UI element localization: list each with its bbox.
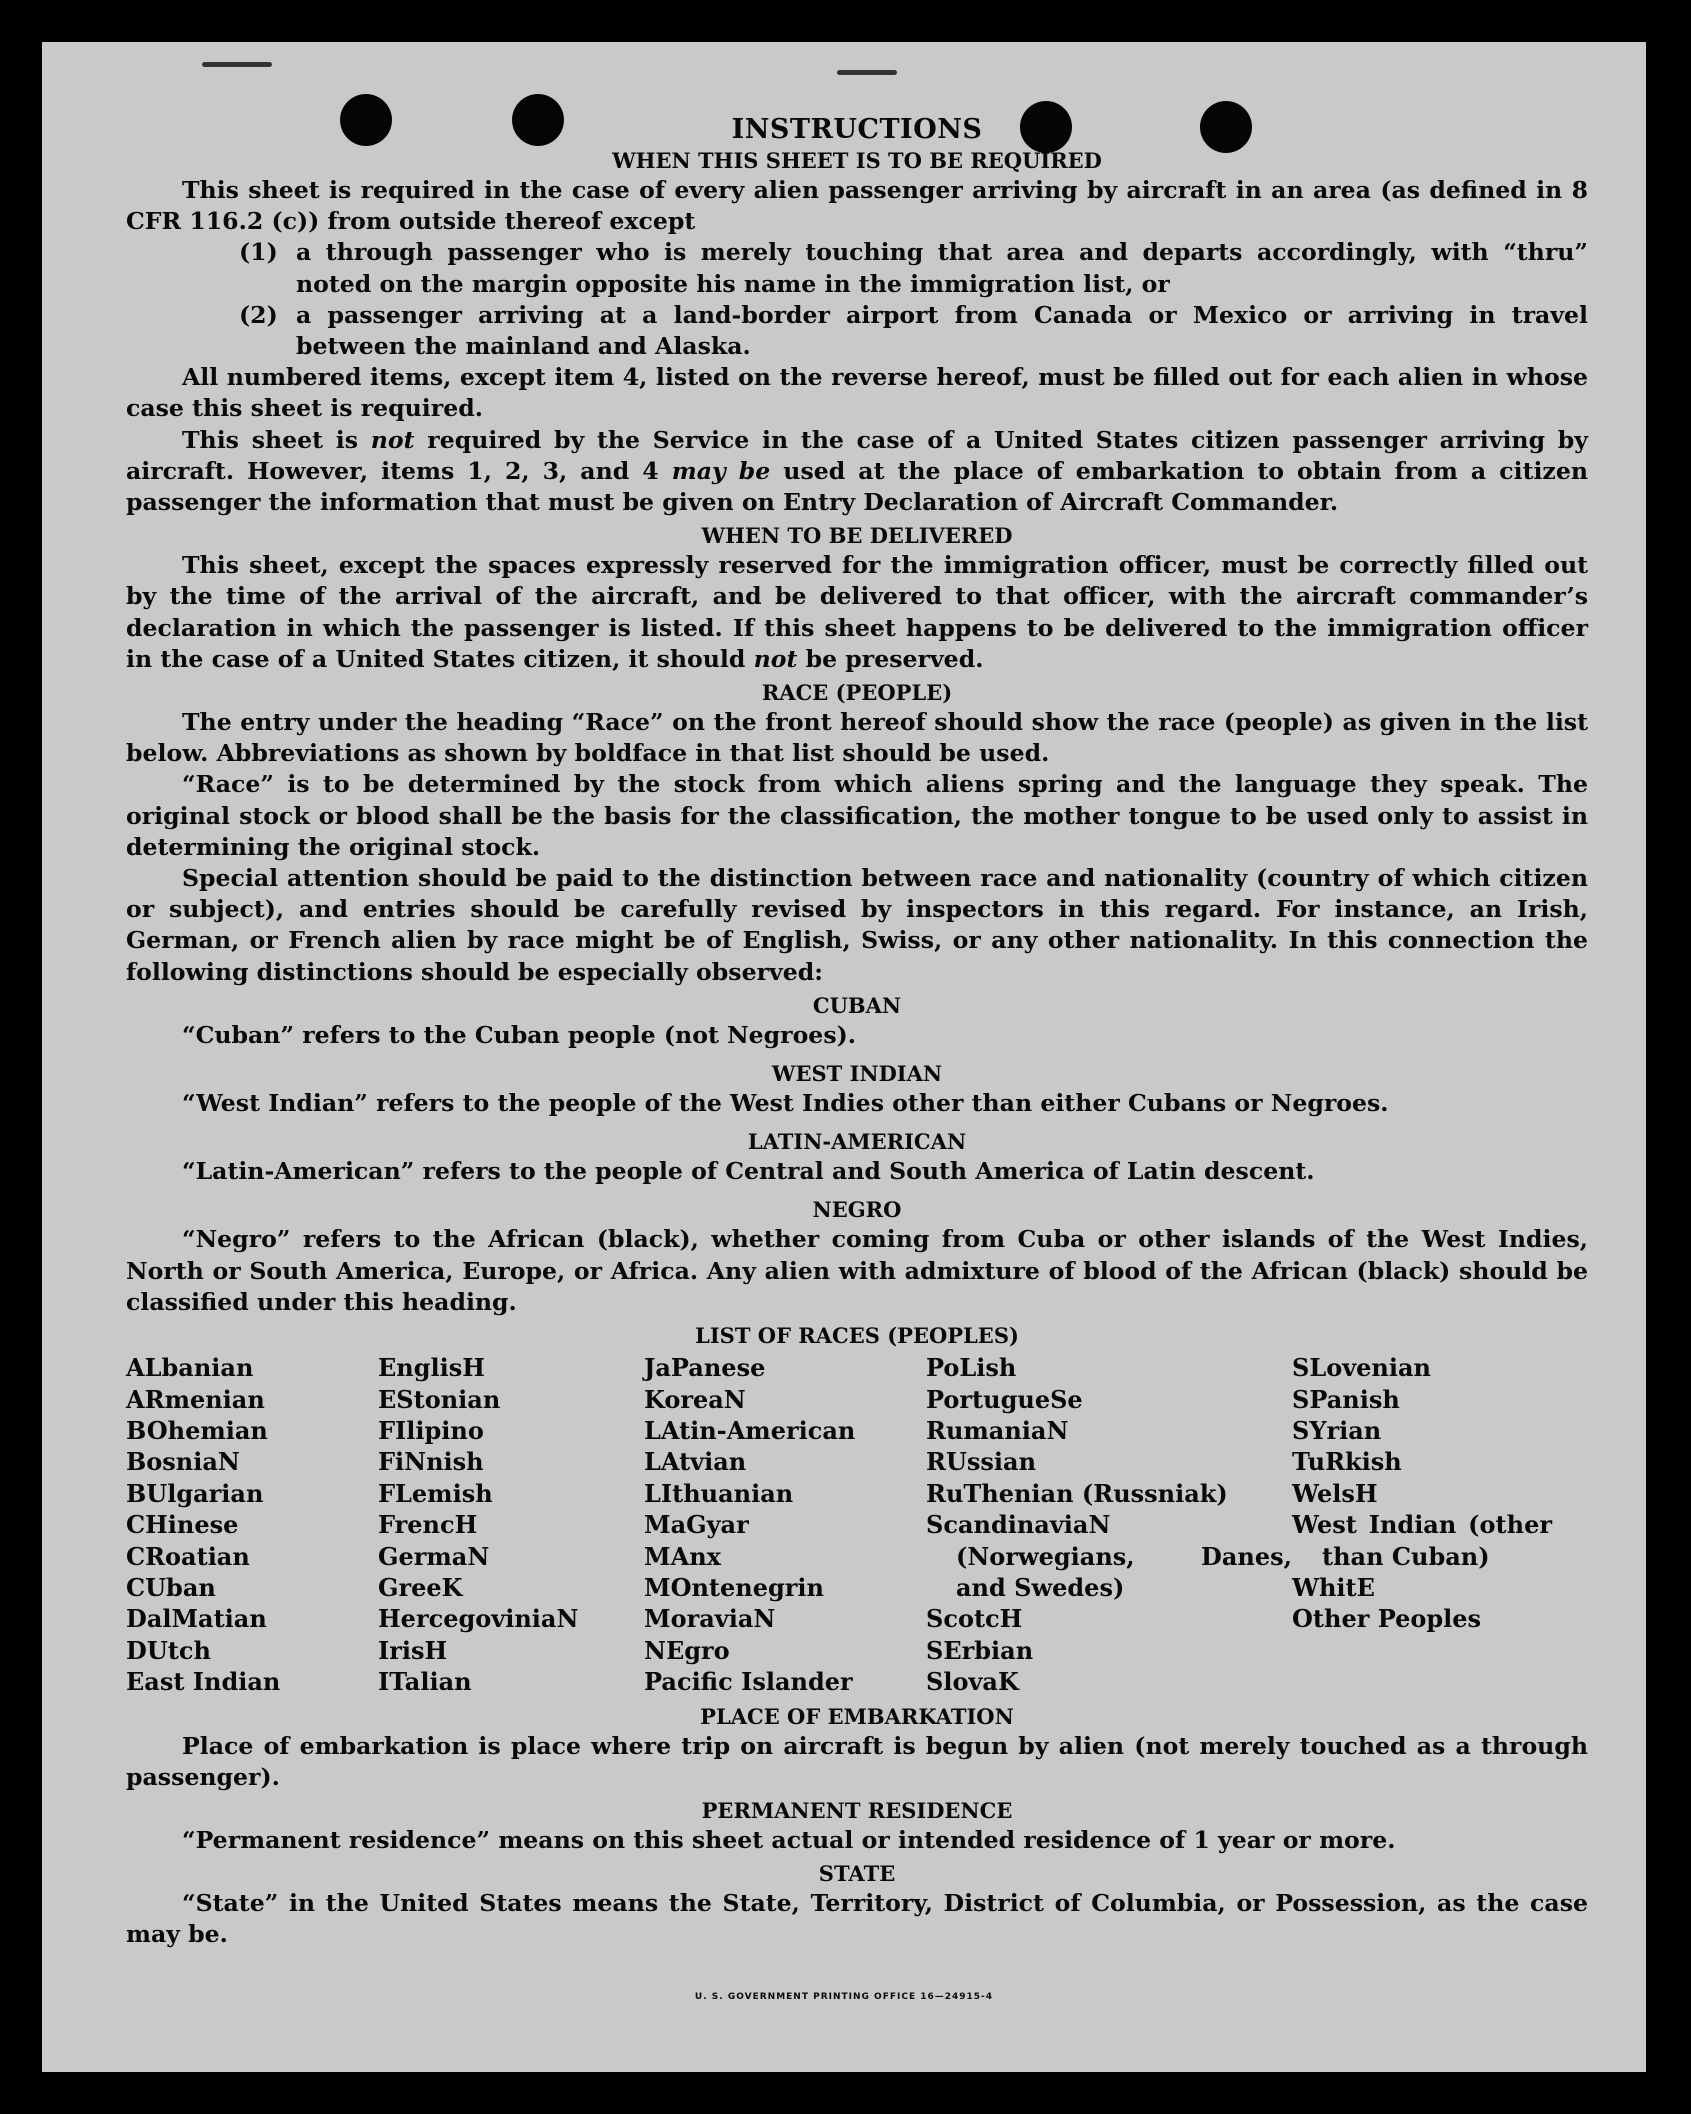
section-heading: RACE (PEOPLE) bbox=[761, 680, 953, 706]
race-entry: ARmenian bbox=[126, 1384, 265, 1414]
race-entry: GermaN bbox=[378, 1541, 490, 1571]
race-entry: EStonian bbox=[378, 1384, 501, 1414]
item-text: a through passenger who is merely touching that area and departs accordingly, with “thru” noted on the margin opposite his name in the immigration list, or bbox=[296, 238, 1588, 298]
paragraph: “West Indian” refers to the people of the West Indies other than either Cubans or Negroes. bbox=[182, 1089, 1389, 1118]
race-entry: SPanish bbox=[1292, 1384, 1400, 1414]
instructions-page bbox=[126, 112, 1588, 1951]
race-entry: SlovaK bbox=[926, 1667, 1019, 1697]
race-entry: DUtch bbox=[126, 1635, 211, 1665]
race-entry: EnglisH bbox=[378, 1353, 485, 1383]
exception-item bbox=[126, 237, 1588, 299]
race-entry: CRoatian bbox=[126, 1541, 250, 1571]
race-entry: FrencH bbox=[378, 1510, 478, 1540]
item-number: (2) bbox=[239, 300, 278, 329]
paragraph: “State” in the United States means the State, Territory, District of Columbia, or Possession, as the case may be. bbox=[126, 1889, 1588, 1949]
race-entry: ScandinaviaN (Norwegians, Danes, and Swedes) bbox=[926, 1510, 1292, 1602]
race-entry: RuThenian (Russniak) bbox=[926, 1478, 1228, 1508]
race-entry: ITalian bbox=[378, 1667, 472, 1697]
race-entry: RUssian bbox=[926, 1447, 1037, 1477]
race-entry: West Indian (other than Cuban) bbox=[1292, 1510, 1552, 1571]
document-sheet bbox=[42, 42, 1646, 2072]
page-title: INSTRUCTIONS bbox=[731, 114, 983, 145]
section-heading: LIST OF RACES (PEOPLES) bbox=[695, 1323, 1019, 1349]
paragraph: This sheet is required in the case of every alien passenger arriving by aircraft in an area (as defined in 8 CFR 116.2 (c)) from outside thereof except bbox=[126, 176, 1588, 236]
race-entry: IrisH bbox=[378, 1635, 448, 1665]
section-heading: WEST INDIAN bbox=[771, 1061, 943, 1087]
section-heading: NEGRO bbox=[812, 1197, 902, 1223]
race-entry: LIthuanian bbox=[644, 1478, 794, 1508]
exception-item bbox=[126, 300, 1588, 362]
race-entry: ALbanian bbox=[126, 1353, 254, 1383]
race-entry: DalMatian bbox=[126, 1604, 267, 1634]
paragraph: “Negro” refers to the African (black), whether coming from Cuba or other islands of the West Indies, North or South America, Europe, or Africa. Any alien with admixture of blood of the African (black) should be classified under this heading. bbox=[126, 1225, 1588, 1316]
race-entry: PoLish bbox=[926, 1353, 1017, 1383]
race-column bbox=[644, 1352, 926, 1697]
race-entry: SLovenian bbox=[1292, 1353, 1431, 1383]
paragraph: “Permanent residence” means on this sheet actual or intended residence of 1 year or more. bbox=[182, 1825, 1396, 1854]
ink-smudge bbox=[837, 70, 897, 75]
paragraph: Place of embarkation is place where trip on aircraft is begun by alien (not merely touched as a through passenger). bbox=[126, 1731, 1588, 1791]
paragraph: Special attention should be paid to the distinction between race and nationality (country of which citizen or subject), and entries should be carefully revised by inspectors in this regard. For instance, an Irish, German, or French alien by race might be of English, Swiss, or any other nationality. In this connection the following distinctions should be especially observed: bbox=[126, 864, 1588, 986]
race-entry: JaPanese bbox=[644, 1353, 766, 1383]
printer-imprint: U. S. GOVERNMENT PRINTING OFFICE 16—24915-4 bbox=[694, 1992, 994, 2002]
section-heading: PLACE OF EMBARKATION bbox=[700, 1703, 1014, 1729]
paragraph: All numbered items, except item 4, listed on the reverse hereof, must be filled out for each alien in whose case this sheet is required. bbox=[126, 363, 1588, 423]
race-entry: LAtin-American bbox=[644, 1415, 856, 1445]
race-entry: BUlgarian bbox=[126, 1478, 264, 1508]
race-entry: GreeK bbox=[378, 1572, 463, 1602]
race-entry: BOhemian bbox=[126, 1415, 268, 1445]
section-heading: WHEN THIS SHEET IS TO BE REQUIRED bbox=[612, 148, 1102, 173]
race-entry: TuRkish bbox=[1292, 1447, 1402, 1477]
section-heading: STATE bbox=[818, 1861, 896, 1887]
paragraph: “Race” is to be determined by the stock from which aliens spring and the language they speak. The original stock or blood shall be the basis for the classification, the mother tongue to be used only to assist in determining the original stock. bbox=[126, 770, 1588, 861]
race-entry: FLemish bbox=[378, 1478, 493, 1508]
race-entry: ScotcH bbox=[926, 1604, 1023, 1634]
race-entry: FiNnish bbox=[378, 1447, 484, 1477]
race-entry: MOntenegrin bbox=[644, 1572, 824, 1602]
race-entry: East Indian bbox=[126, 1667, 281, 1697]
race-entry: WelsH bbox=[1292, 1478, 1378, 1508]
race-entry: SErbian bbox=[926, 1635, 1034, 1665]
section-heading: WHEN TO BE DELIVERED bbox=[701, 523, 1013, 549]
paragraph: This sheet is not required by the Service in the case of a United States citizen passenger arriving by aircraft. However, items 1, 2, 3, and 4 may be used at the place of embarkation to obtain from a citizen passenger the information that must be given on Entry Declaration of Aircraft Commander. bbox=[126, 425, 1589, 517]
race-entry: BosniaN bbox=[126, 1447, 240, 1477]
paragraph: The entry under the heading “Race” on the front hereof should show the race (people) as given in the list below. Abbreviations as shown by boldface in that list should be used. bbox=[126, 708, 1588, 768]
race-column bbox=[1292, 1352, 1552, 1697]
item-number: (1) bbox=[239, 238, 278, 267]
race-list bbox=[126, 1352, 1588, 1697]
race-entry: MAnx bbox=[644, 1541, 721, 1571]
race-entry: FIlipino bbox=[378, 1415, 484, 1445]
race-entry: WhitE bbox=[1292, 1572, 1375, 1602]
race-entry: CUban bbox=[126, 1572, 216, 1602]
race-entry: NEgro bbox=[644, 1635, 730, 1665]
race-entry: HercegoviniaN bbox=[378, 1604, 579, 1634]
race-entry: LAtvian bbox=[644, 1447, 747, 1477]
race-entry: PortugueSe bbox=[926, 1384, 1083, 1414]
race-column bbox=[126, 1352, 378, 1697]
section-heading: CUBAN bbox=[812, 992, 902, 1018]
race-entry: RumaniaN bbox=[926, 1415, 1069, 1445]
section-heading: PERMANENT RESIDENCE bbox=[701, 1797, 1013, 1823]
race-entry: SYrian bbox=[1292, 1415, 1382, 1445]
race-column bbox=[378, 1352, 644, 1697]
paragraph: This sheet, except the spaces expressly reserved for the immigration officer, must be correctly filled out by the time of the arrival of the aircraft, and be delivered to that officer, with the aircraft commander’s declaration in which the passenger is listed. If this sheet happens to be delivered to the immigration officer in the case of a United States citizen, it should not be preserved. bbox=[126, 551, 1588, 673]
ink-smudge bbox=[202, 62, 272, 67]
section-heading: LATIN-AMERICAN bbox=[747, 1129, 967, 1155]
race-entry: MaGyar bbox=[644, 1510, 749, 1540]
race-entry: Pacific Islander bbox=[644, 1667, 853, 1697]
race-entry: KoreaN bbox=[644, 1384, 746, 1414]
race-entry: Other Peoples bbox=[1292, 1604, 1482, 1634]
item-text: a passenger arriving at a land-border airport from Canada or Mexico or arriving in travel between the mainland and Alaska. bbox=[296, 300, 1588, 361]
race-entry: MoraviaN bbox=[644, 1604, 776, 1634]
race-column bbox=[926, 1352, 1292, 1697]
race-entry: CHinese bbox=[126, 1510, 239, 1540]
paragraph: “Cuban” refers to the Cuban people (not Negroes). bbox=[182, 1020, 856, 1049]
paragraph: “Latin-American” refers to the people of Central and South America of Latin descent. bbox=[182, 1157, 1315, 1186]
